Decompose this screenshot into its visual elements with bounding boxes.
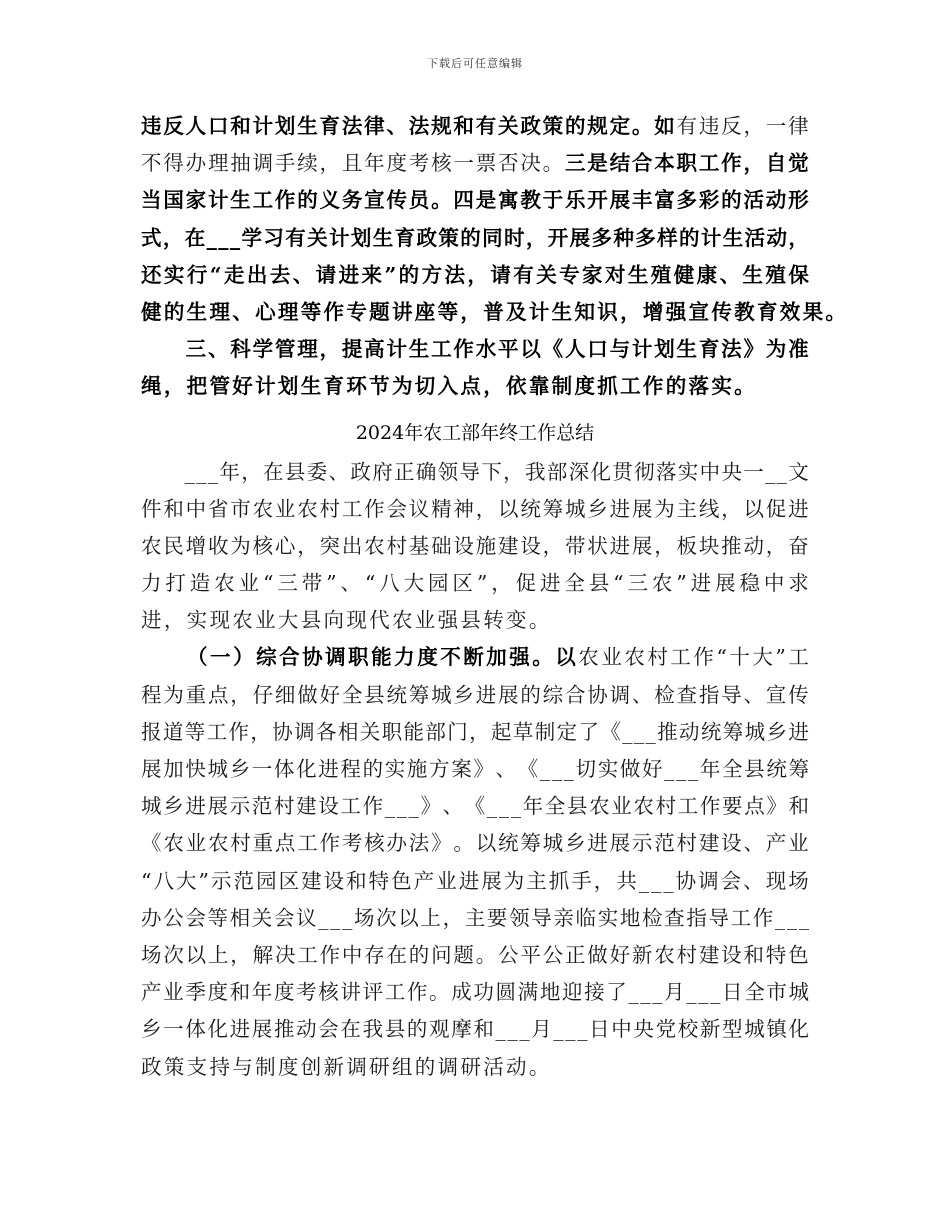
text-line: 展 加 快 城 乡 一 体 化 进 程 的 实 施 方 案 》 、 《 _ _ _ 切 实 做 好 _ _ _ 年 全 县 统 筹 (141, 757, 809, 781)
text-line: 乡 一 体 化 进 展 推 动 会 在 我 县 的 观 摩 和 _ _ _ 月 _ _ _ 日 中 央 党 校 新 型 城 镇 化 (141, 1017, 809, 1042)
text-line: “ 八 大 ” 示 范 园 区 建 设 和 特 色 产 业 进 展 为 主 抓 手 ， 共 _ _ _ 协 调 会 、 现 场 (141, 868, 809, 893)
text-line: 《 农 业 农 村 重 点 工 作 考 核 办 法 》 。 以 统 筹 城 乡 进 展 示 范 村 建 设 、 产 业 (141, 831, 809, 856)
page-header: 下载后可任意编辑 (427, 57, 523, 70)
text-line: 当 国 家 计 生 工 作 的 义 务 宣 传 员 。 四 是 寓 教 于 乐 开 展 丰 富 多 彩 的 活 动 形 (141, 188, 809, 213)
text-line: 式 ， 在 _ _ _ 学 习 有 关 计 划 生 育 政 策 的 同 时 ， 开 展 多 种 多 样 的 计 生 活 动 ， (141, 225, 809, 250)
text-line: 不 得 办 理 抽 调 手 续 ， 且 年 度 考 核 一 票 否 决 。 三 是 结 合 本 职 工 作 ， 自 觉 (141, 151, 809, 176)
text-line: 城 乡 进 展 示 范 村 建 设 工 作 _ _ _ 》 、 《 _ _ _ 年 全 县 农 业 农 村 工 作 要 点 》 和 (141, 794, 809, 819)
text-line: （ 一 ） 综 合 协 调 职 能 力 度 不 断 加 强 。 以 农 业 农 村 工 作 “ 十 大 ” 工 (187, 645, 809, 670)
text-line: 报 道 等 工 作 ， 协 调 各 相 关 职 能 部 门 ， 起 草 制 定 了 《 _ _ _ 推 动 统 筹 城 乡 进 (141, 719, 809, 744)
text-line: 违 反 人 口 和 计 划 生 育 法 律 、 法 规 和 有 关 政 策 的 规 定 。 如 有 违 反 ， 一 律 (141, 114, 809, 138)
text-line: 政 策 支 持 与 制 度 创 新 调 研 组 的 调 研 活 动 。 (141, 1054, 552, 1079)
text-line: 还 实 行 “ 走 出 去 、 请 进 来 ” 的 方 法 ， 请 有 关 专 家 对 生 殖 健 康 、 生 殖 保 (141, 262, 809, 287)
document-body (141, 108, 849, 1086)
text-line: 程 为 重 点 ， 仔 细 做 好 全 县 统 筹 城 乡 进 展 的 综 合 协 调 、 检 查 指 导 、 宣 传 (141, 682, 809, 707)
text-line: 农 民 增 收 为 核 心 ， 突 出 农 村 基 础 设 施 建 设 ， 带 状 进 展 ， 板 块 推 动 ， 奋 (141, 533, 809, 558)
text-line: _ _ _ 年 ， 在 县 委 、 政 府 正 确 领 导 下 ， 我 部 深 化 贯 彻 落 实 中 央 一 _ _ 文 (184, 459, 809, 484)
text-line: 进 ， 实 现 农 业 大 县 向 现 代 农 业 强 县 转 变 。 (141, 608, 552, 633)
text-line: 场 次 以 上 ， 解 决 工 作 中 存 在 的 问 题 。 公 平 公 正 做 好 新 农 村 建 设 和 特 色 (141, 942, 809, 967)
section-title: 2024年农工部年终工作总结 (355, 421, 595, 444)
text-line: 办 公 会 等 相 关 会 议 _ _ _ 场 次 以 上 ， 主 要 领 导 亲 临 实 地 检 查 指 导 工 作 _ _ _ (141, 905, 809, 930)
text-line: 三 、 科 学 管 理 ， 提 高 计 生 工 作 水 平 以 《 人 口 与 计 划 生 育 法 》 为 准 (185, 337, 809, 362)
text-line: 健 的 生 理 、 心 理 等 作 专 题 讲 座 等 ， 普 及 计 生 知 识 ， 增 强 宣 传 教 育 效 果 。 (141, 299, 849, 324)
text-line: 力 打 造 农 业 “ 三 带 ” 、 “ 八 大 园 区 ” ， 促 进 全 县 “ 三 农 ” 进 展 稳 中 求 (141, 571, 809, 596)
text-line: 产 业 季 度 和 年 度 考 核 讲 评 工 作 。 成 功 圆 满 地 迎 接 了 _ _ _ 月 _ _ _ 日 全 市 城 (141, 980, 809, 1005)
text-line: 件 和 中 省 市 农 业 农 村 工 作 会 议 精 神 ， 以 统 筹 城 乡 进 展 为 主 线 ， 以 促 进 (141, 496, 809, 521)
text-line: 绳 ， 把 管 好 计 划 生 育 环 节 为 切 入 点 ， 依 靠 制 度 抓 工 作 的 落 实 。 (141, 374, 757, 399)
